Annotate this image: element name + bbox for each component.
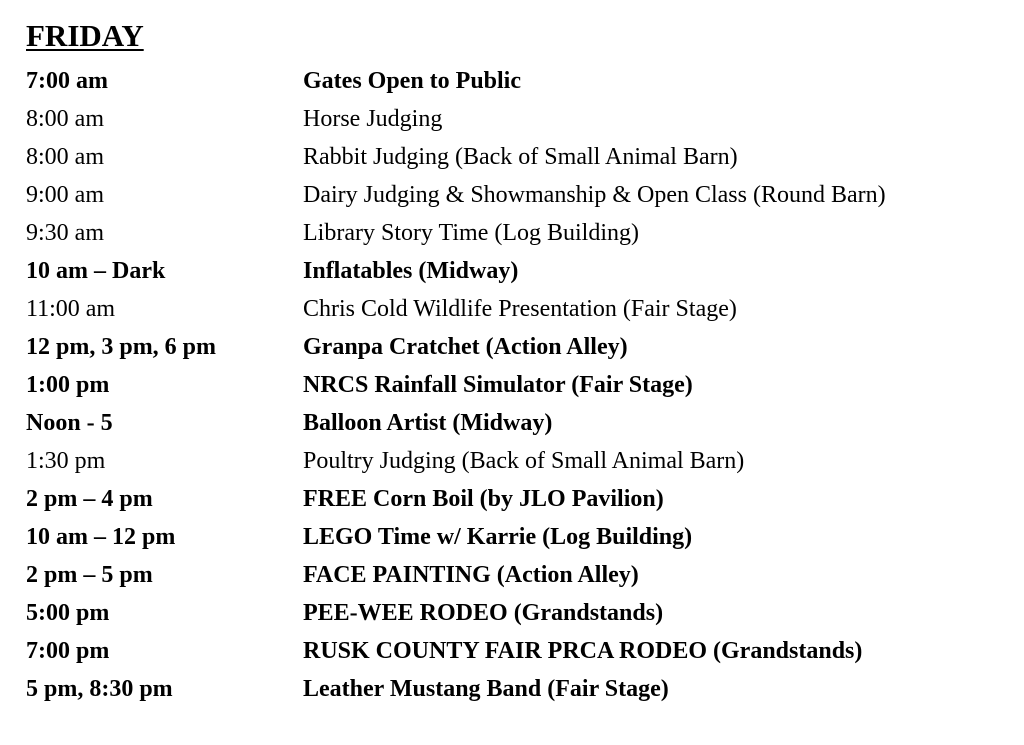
row-time: 9:30 am: [26, 220, 104, 246]
schedule-row: [26, 100, 1016, 138]
schedule-row: [26, 670, 1016, 708]
schedule-row: [26, 442, 1016, 480]
schedule-row: [26, 214, 1016, 252]
row-time: 1:00 pm: [26, 372, 110, 398]
schedule-row: [26, 632, 1016, 670]
row-time: 10 am – Dark: [26, 258, 166, 284]
row-time: Noon - 5: [26, 410, 113, 436]
schedule-row: [26, 480, 1016, 518]
row-event: Dairy Judging & Showmanship & Open Class (Round Barn): [303, 182, 886, 208]
row-time: 5:00 pm: [26, 600, 110, 626]
row-time: 1:30 pm: [26, 448, 106, 474]
row-event: Gates Open to Public: [303, 68, 522, 94]
row-event: Horse Judging: [303, 106, 443, 132]
row-event: Library Story Time (Log Building): [303, 220, 639, 246]
row-event: Leather Mustang Band (Fair Stage): [303, 676, 669, 702]
row-event: Chris Cold Wildlife Presentation (Fair Stage): [303, 296, 737, 322]
row-event: Granpa Cratchet (Action Alley): [303, 334, 628, 360]
schedule-row: [26, 366, 1016, 404]
row-event: Poultry Judging (Back of Small Animal Barn): [303, 448, 745, 474]
row-time: 12 pm, 3 pm, 6 pm: [26, 334, 217, 360]
row-event: FREE Corn Boil (by JLO Pavilion): [303, 486, 664, 512]
row-event: Rabbit Judging (Back of Small Animal Barn): [303, 144, 738, 170]
row-event: Inflatables (Midway): [303, 258, 519, 284]
schedule-row: [26, 252, 1016, 290]
day-title: FRIDAY: [26, 18, 144, 53]
row-time: 7:00 pm: [26, 638, 110, 664]
schedule-row: [26, 404, 1016, 442]
schedule-row: [26, 290, 1016, 328]
schedule-row: [26, 138, 1016, 176]
schedule-row: [26, 62, 1016, 100]
row-event: NRCS Rainfall Simulator (Fair Stage): [303, 372, 693, 398]
schedule-row: [26, 176, 1016, 214]
schedule-row: [26, 594, 1016, 632]
schedule-row: [26, 556, 1016, 594]
row-time: 5 pm, 8:30 pm: [26, 676, 173, 702]
row-time: 2 pm – 5 pm: [26, 562, 153, 588]
row-event: FACE PAINTING (Action Alley): [303, 562, 639, 588]
row-time: 10 am – 12 pm: [26, 524, 176, 550]
schedule-row: [26, 328, 1016, 366]
row-event: RUSK COUNTY FAIR PRCA RODEO (Grandstands): [303, 638, 863, 664]
row-time: 8:00 am: [26, 144, 104, 170]
row-time: 2 pm – 4 pm: [26, 486, 153, 512]
row-time: 8:00 am: [26, 106, 104, 132]
row-event: Balloon Artist (Midway): [303, 410, 553, 436]
schedule-list: [26, 62, 1016, 708]
row-time: 11:00 am: [26, 296, 116, 322]
row-event: PEE-WEE RODEO (Grandstands): [303, 600, 664, 626]
row-time: 9:00 am: [26, 182, 104, 208]
row-time: 7:00 am: [26, 68, 108, 94]
schedule-row: [26, 518, 1016, 556]
row-event: LEGO Time w/ Karrie (Log Building): [303, 524, 693, 550]
